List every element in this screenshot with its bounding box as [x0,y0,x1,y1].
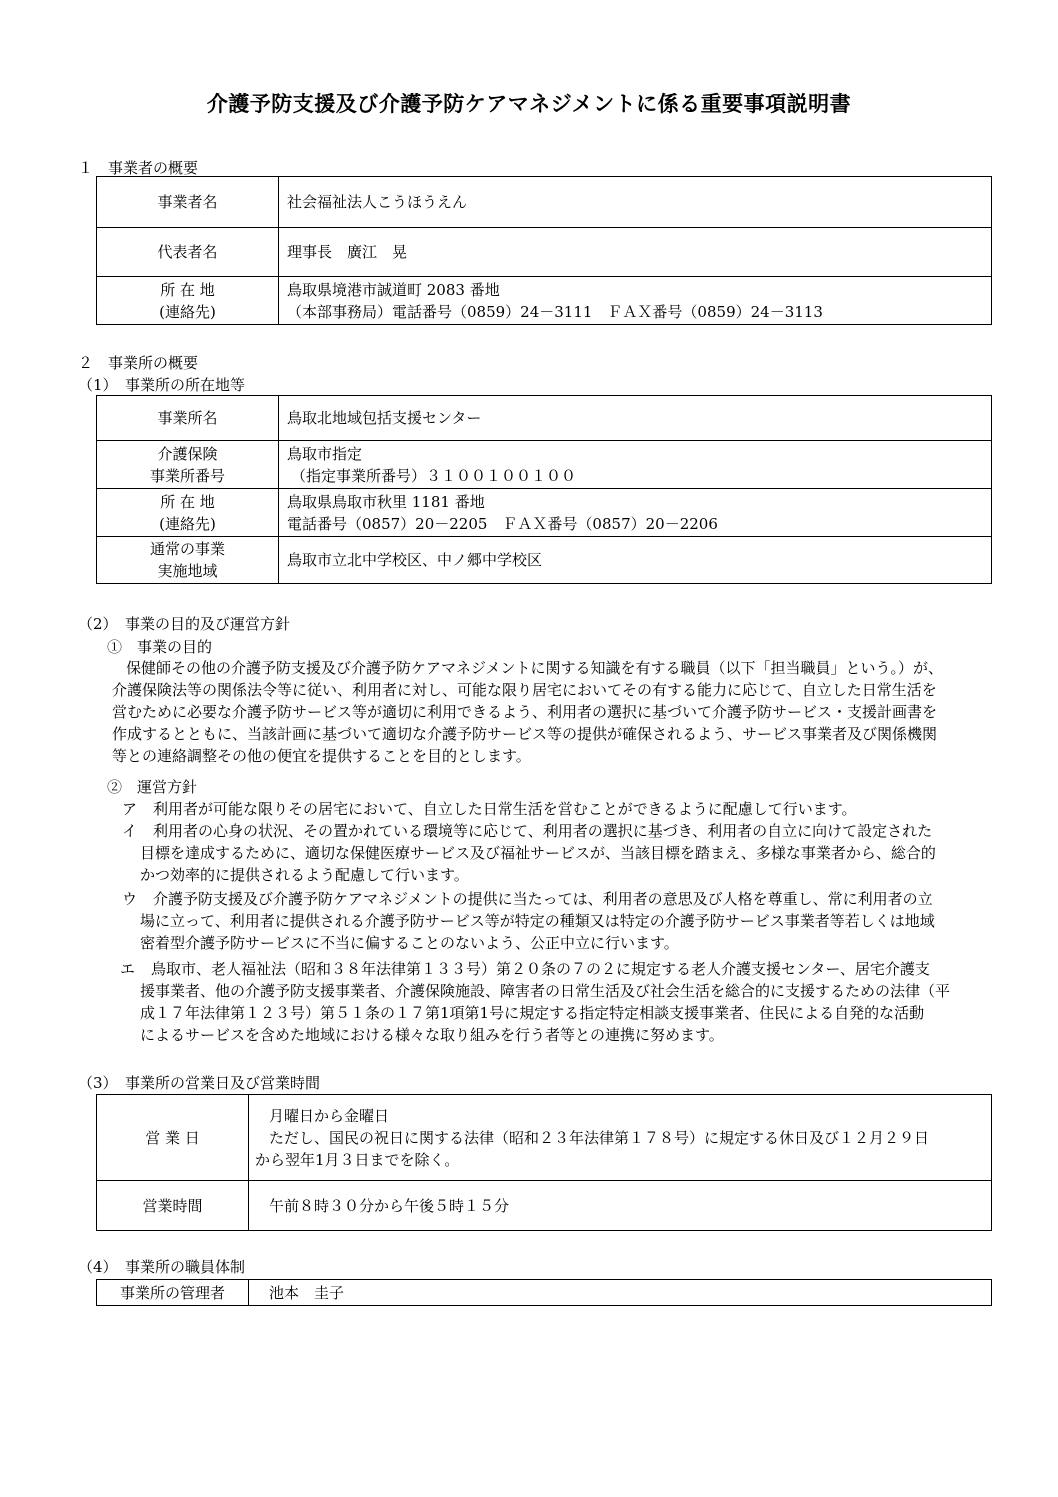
table-row [97,1181,992,1231]
section-2-3-heading: （3） 事業所の営業日及び営業時間 [78,1074,321,1092]
label-company-name: 事業者名 [97,177,279,228]
label-service-area: 通常の事業 実施地域 [97,537,279,584]
section-1-heading: １ 事業者の概要 [78,159,199,177]
value-office-name: 鳥取北地域包括支援センター [279,396,992,441]
policy-item-e: エ 鳥取市、老人福祉法（昭和３８年法律第１３３号）第２０条の７の２に規定する老人介護支援センター、居宅介護支 援事業者、他の介護予防支援事業者、介護保険施設、障害者の日常生活及び社会生活を総合的に支援するための法律（平 成１７年法律第１２３号）第５１条の１７第1項第1号に規定する指定特定相談支援事業者、住民による自発的な活動 によるサービスを含めた地域における様々な取り組みを行う者等との連携に努めます。 [120,960,951,1044]
value-service-area: 鳥取市立北中学校区、中ノ郷中学校区 [279,537,992,584]
purpose-paragraph: 保健師その他の介護予防支援及び介護予防ケアマネジメントに関する知識を有する職員（以下「担当職員」という。）が、 介護保険法等の関係法令等に従い、利用者に対し、可能な限り居宅においてその有する能力に応じて、自立した日常生活を 営むために必要な介護予防サービス等が適切に利用できるよう、利用者の選択に基づいて介護予防サービス・支援計画書を 作成するとともに、当該計画に基づいて適切な介護予防サービス等の提供が確保されるよう、サービス事業者及び関係機関 等との連絡調整その他の便宜を提供することを目的とします。 [112,659,944,765]
value-office-number: 鳥取市指定 （指定事業所番号）３１００１００１００ [279,441,992,489]
label-business-hours: 営業時間 [97,1181,249,1231]
label-office-number: 介護保険 事業所番号 [97,441,279,489]
label-business-days: 営 業 日 [97,1095,249,1181]
office-location-table [96,395,992,584]
value-office-address: 鳥取県鳥取市秋里 1181 番地 電話番号（0857）20－2205 ＦＡＸ番号（0857）20－2206 [279,489,992,537]
table-row [97,537,992,584]
business-hours-table [96,1094,992,1231]
page-title: 介護予防支援及び介護予防ケアマネジメントに係る重要事項説明書 [206,91,852,116]
value-company-name: 社会福祉法人こうほうえん [279,177,992,228]
purpose-heading: ① 事業の目的 [107,638,213,656]
policy-heading: ② 運営方針 [107,778,198,796]
table-row [97,1095,992,1181]
section-2-heading: ２ 事業所の概要 [78,354,199,372]
label-address: 所 在 地 (連絡先) [97,277,279,325]
table-row [97,277,992,325]
company-overview-table [96,176,992,325]
label-manager: 事業所の管理者 [97,1280,249,1306]
value-address: 鳥取県境港市誠道町 2083 番地 （本部事務局）電話番号（0859）24－3111 ＦＡＸ番号（0859）24－3113 [279,277,992,325]
label-office-name: 事業所名 [97,396,279,441]
staff-table [96,1279,992,1306]
label-representative: 代表者名 [97,228,279,277]
table-row [97,441,992,489]
policy-item-u: ウ 介護予防支援及び介護予防ケアマネジメントの提供に当たっては、利用者の意思及び人格を尊重し、常に利用者の立 場に立って、利用者に提供される介護予防サービス等が特定の種類又は特定の介護予防サービス事業者等若しくは地域 密着型介護予防サービスに不当に偏することのないよう、公正中立に行います。 [122,890,935,952]
policy-item-i: イ 利用者の心身の状況、その置かれている環境等に応じて、利用者の選択に基づき、利用者の自立に向けて設定された 目標を達成するために、適切な保健医療サービス及び福祉サービスが、当該目標を踏まえ、多様な事業者から、総合的 かつ効率的に提供されるよう配慮して行います。 [122,822,936,884]
value-business-hours: 午前８時３０分から午後５時１５分 [249,1181,992,1231]
table-row [97,396,992,441]
section-2-1-heading: （1） 事業所の所在地等 [78,376,246,394]
section-2-2-heading: （2） 事業の目的及び運営方針 [78,615,291,633]
table-row [97,228,992,277]
table-row [97,489,992,537]
value-manager: 池本 圭子 [249,1280,992,1306]
table-row [97,1280,992,1306]
value-representative: 理事長 廣江 晃 [279,228,992,277]
policy-item-a: ア 利用者が可能な限りその居宅において、自立した日常生活を営むことができるように配慮して行います。 [122,800,857,818]
table-row [97,177,992,228]
section-2-4-heading: （4） 事業所の職員体制 [78,1258,246,1276]
value-business-days: 月曜日から金曜日 ただし、国民の祝日に関する法律（昭和２３年法律第１７８号）に規定する休日及び１２月２９日 から翌年1月３日までを除く。 [249,1095,992,1181]
label-office-address: 所 在 地 (連絡先) [97,489,279,537]
